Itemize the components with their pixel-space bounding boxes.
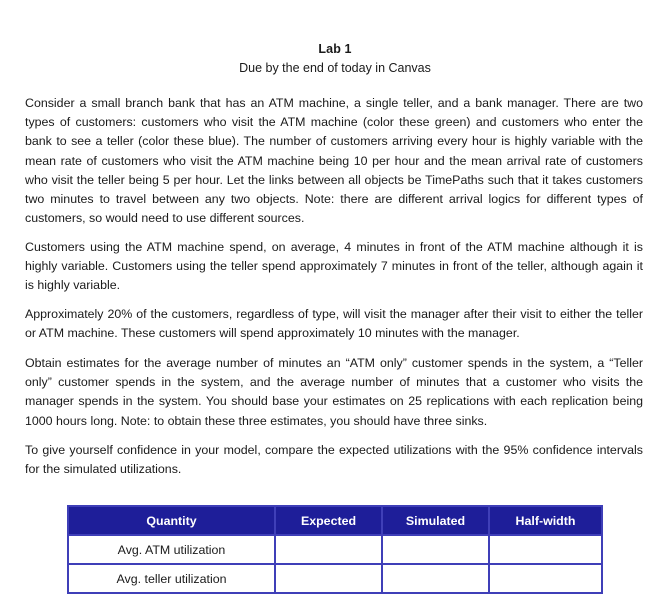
paragraph-scenario: Consider a small branch bank that has an ATM machine, a single teller, and a bank manager. There are two types of customers: customers who visit the ATM machine (color these green) and customers who enter the bank to see a teller (color these blue). The number of customers arriving every hour is highly variable with the mean rate of customers who visit the ATM machine being 10 per hour and the mean arrival rate of customers who visit the teller being 5 per hour. Let the links between all objects be TimePaths such that it takes customers two minutes to travel between any two objects. Note: there are different arrival logics for different types of customers, so would need to use different sources. [25,96,643,226]
paragraph-manager-visit: Approximately 20% of the customers, regardless of type, will visit the manager after their visit to either the teller or ATM machine. These customers will spend approximately 10 minutes with the manager. [25,307,643,341]
cell-simulated [382,564,489,593]
header-simulated: Simulated [382,506,489,535]
cell-half-width [489,564,602,593]
cell-quantity: Avg. teller utilization [68,564,275,593]
cell-half-width [489,535,602,564]
paragraph-service-times: Customers using the ATM machine spend, on average, 4 minutes in front of the ATM machine although it is highly variable. Customers using the teller spend approximately 7 minutes in front of the teller, although again it is highly variable. [25,240,643,293]
cell-expected [275,535,382,564]
table-row [68,564,602,593]
paragraph-confidence: To give yourself confidence in your model, compare the expected utilizations with the 95% confidence intervals for the simulated utilizations. [25,443,643,477]
table-header-row [68,506,602,535]
table-row [68,535,602,564]
header-expected: Expected [275,506,382,535]
cell-quantity: Avg. ATM utilization [68,535,275,564]
paragraph-estimates: Obtain estimates for the average number of minutes an “ATM only” customer spends in the system, a “Teller only” customer spends in the system, and the average number of minutes that a customer who visits the manager spends in the system. You should base your estimates on 25 replications with each replication being 1000 hours long. Note: to obtain these three estimates, you should have three sinks. [25,356,643,428]
utilization-table [67,505,603,594]
header-quantity: Quantity [68,506,275,535]
document-title: Lab 1 [318,42,352,56]
cell-simulated [382,535,489,564]
header-half-width: Half-width [489,506,602,535]
cell-expected [275,564,382,593]
document-subtitle: Due by the end of today in Canvas [239,61,431,75]
